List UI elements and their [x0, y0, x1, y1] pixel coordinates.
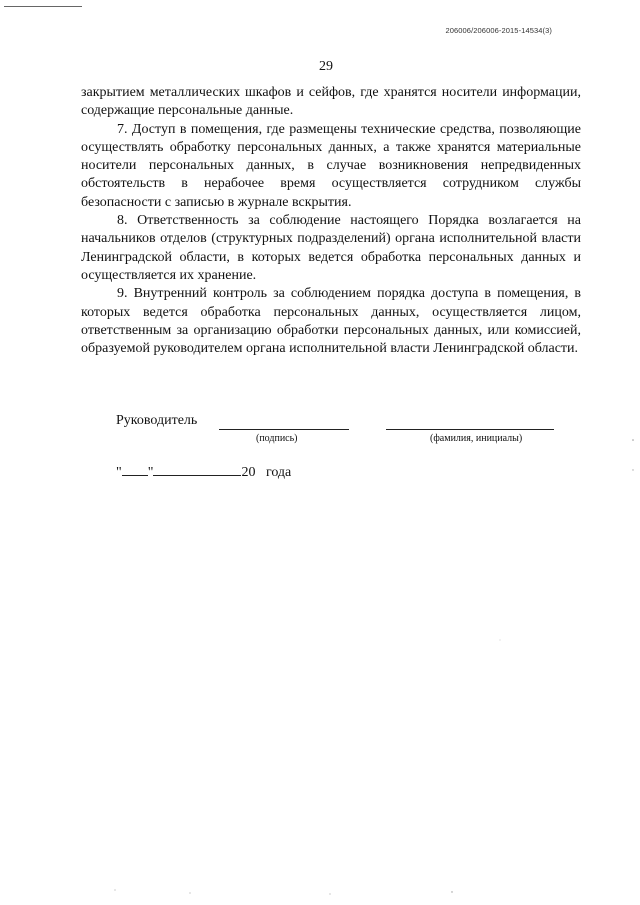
- paragraph-7: 7. Доступ в помещения, где размещены технические средства, позволяющие осуществлять обработку персональных данных, а также хранятся материальные носители персональных данных, в случае возникновения непредвиденных обстоятельств в нерабочее время осуществляется сотрудником службы безопасности с записью в журнале вскрытия.: [81, 121, 581, 210]
- paragraph-8: 8. Ответственность за соблюдение настоящего Порядка возлагается на начальников отделов (структурных подразделений) органа исполнительной власти Ленинградской области, в которых ведется обработка персональных данных и осуществляется их хранение.: [81, 213, 581, 283]
- signature-label: Руководитель: [116, 413, 198, 428]
- year-suffix: года: [265, 465, 292, 480]
- document-id: 206006/206006-2015-14534(3): [445, 26, 552, 35]
- date-quote-close: ": [147, 465, 154, 480]
- paragraph-continuation: закрытием металлических шкафов и сейфов, где хранятся носители информации, содержащие персональные данные.: [81, 85, 581, 119]
- paragraph-9: 9. Внутренний контроль за соблюдением порядка доступа в помещения, в которых ведется обработка персональных данных, осуществляется лицом, ответственным за организацию обработки персональных данных, или комиссией, образуемой руководителем органа исполнительной власти Ленинградской области.: [81, 286, 581, 357]
- date-quote-open: ": [116, 465, 122, 480]
- page-number: 29: [319, 59, 333, 74]
- name-caption: (фамилия, инициалы): [430, 433, 523, 444]
- signature-caption: (подпись): [256, 433, 298, 444]
- year-prefix: 20: [241, 465, 256, 480]
